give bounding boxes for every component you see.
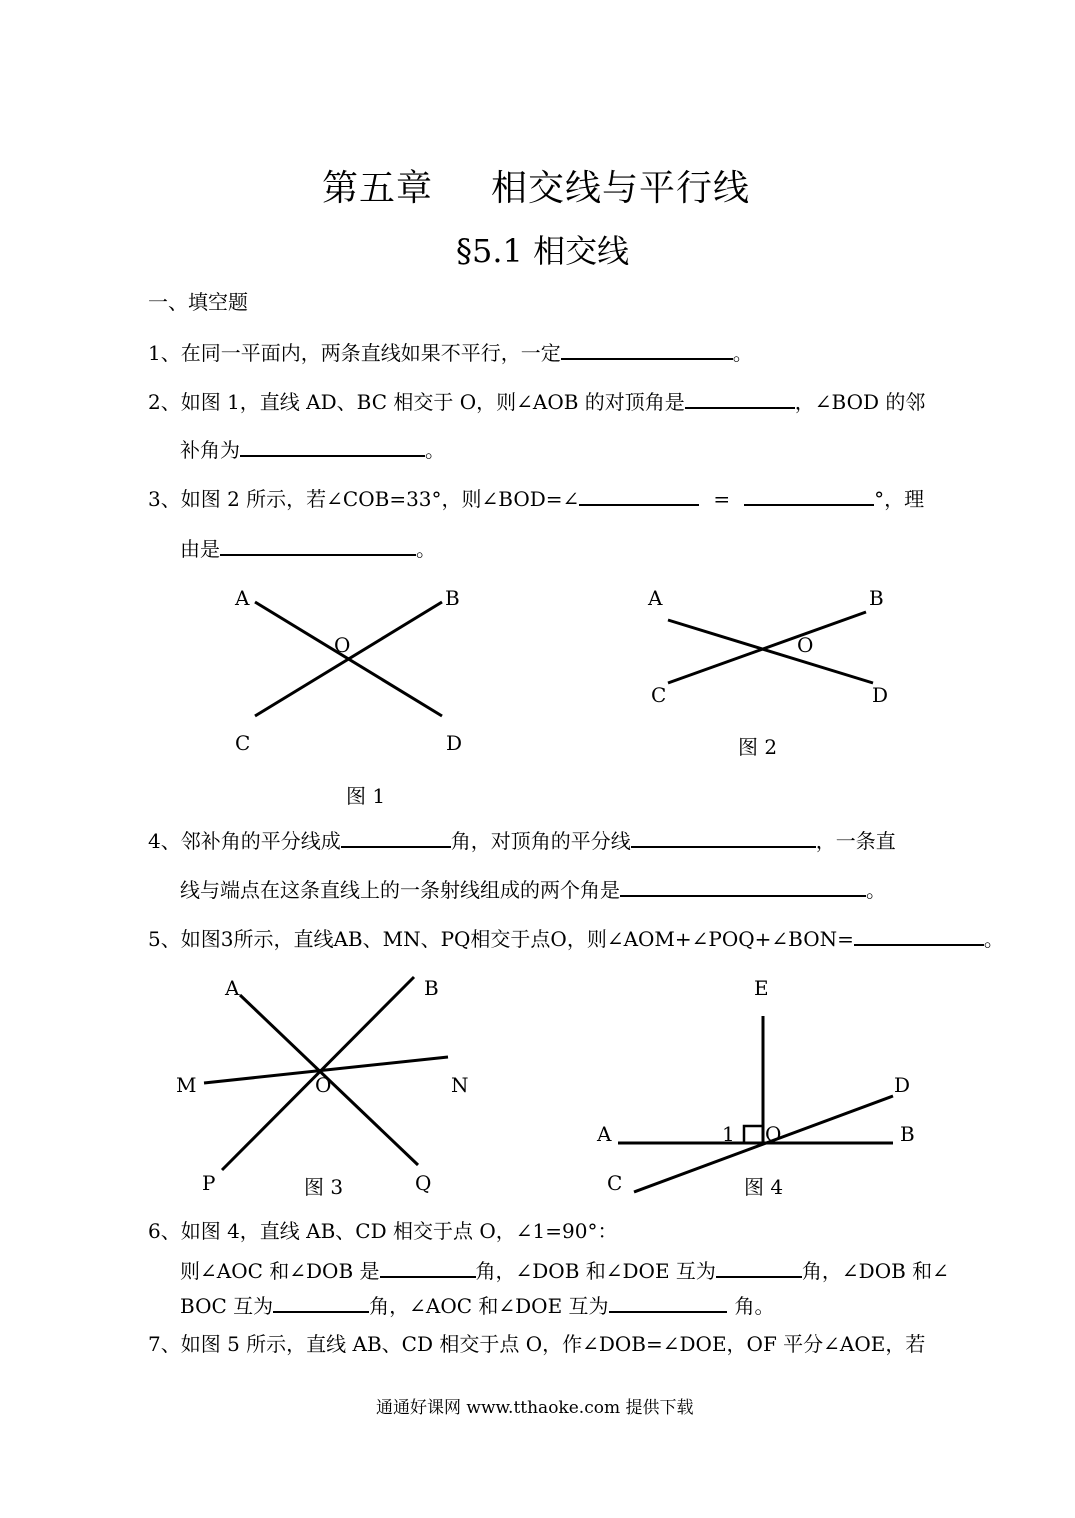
chapter-title: 第五章 相交线与平行线	[322, 168, 751, 209]
fig1-label-d: D	[446, 731, 463, 755]
fig3-label-p: P	[202, 1171, 216, 1195]
question-1: 1、在同一平面内，两条直线如果不平行，一定 。	[148, 341, 753, 365]
fig4-label-e: E	[754, 976, 769, 1000]
fig3-label-o: O	[315, 1073, 332, 1097]
fig1-caption: 图 1	[346, 784, 386, 808]
question-3: 3、如图 2 所示，若∠COB=33°，则∠BOD=∠ = °，理	[148, 487, 925, 511]
footer-text: 通通好课网 www.tthaoke.com 提供下载	[376, 1398, 694, 1418]
question-2-cont: 补角为 。	[180, 438, 445, 462]
fig3-label-a: A	[225, 976, 240, 1000]
question-4-cont: 线与端点在这条直线上的一条射线组成的两个角是 。	[180, 878, 886, 902]
fig1-label-o: O	[334, 633, 351, 657]
question-3-cont: 由是 。	[180, 537, 436, 561]
figure-4-lines	[618, 1016, 893, 1192]
answer-blank[interactable]	[854, 926, 984, 946]
fig1-label-b: B	[445, 586, 460, 610]
fig3-label-n: N	[451, 1073, 469, 1097]
answer-blank[interactable]	[273, 1293, 369, 1313]
question-2: 2、如图 1，直线 AD、BC 相交于 O，则∠AOB 的对顶角是 ，∠BOD 的邻	[148, 390, 926, 414]
section-title: §5.1 相交线	[456, 232, 630, 270]
fig4-label-d: D	[894, 1073, 911, 1097]
answer-blank[interactable]	[620, 877, 866, 897]
section-heading: 一、填空题	[148, 290, 248, 314]
answer-blank[interactable]	[380, 1258, 476, 1278]
fig1-label-c: C	[235, 731, 251, 755]
answer-blank[interactable]	[716, 1258, 802, 1278]
question-4: 4、邻补角的平分线成 角，对顶角的平分线 ，一条直	[148, 829, 896, 853]
chapter-name: 相交线与平行线	[491, 168, 751, 209]
question-6-line3: BOC 互为 角，∠AOC 和∠DOE 互为 角。	[180, 1294, 775, 1318]
answer-blank[interactable]	[631, 828, 816, 848]
fig2-label-d: D	[872, 683, 889, 707]
fig2-label-b: B	[869, 586, 884, 610]
figure-2-lines	[668, 612, 873, 683]
fig3-label-m: M	[176, 1073, 197, 1097]
fig4-label-c: C	[607, 1171, 623, 1195]
fig3-label-b: B	[424, 976, 439, 1000]
fig3-caption: 图 3	[304, 1175, 344, 1199]
fig2-label-a: A	[648, 586, 663, 610]
right-angle-mark	[744, 1126, 763, 1143]
fig4-label-b: B	[900, 1122, 915, 1146]
fig2-label-c: C	[651, 683, 667, 707]
question-5: 5、如图3所示，直线AB、MN、PQ相交于点O，则∠AOM+∠POQ+∠BON= 。	[148, 927, 1004, 951]
fig3-label-q: Q	[415, 1171, 432, 1195]
question-7: 7、如图 5 所示，直线 AB、CD 相交于点 O，作∠DOB=∠DOE，OF 平分∠AOE，若	[148, 1332, 926, 1356]
fig4-label-1: 1	[722, 1122, 735, 1146]
answer-blank[interactable]	[341, 828, 451, 848]
fig2-label-o: O	[797, 633, 814, 657]
fig4-label-o: O	[765, 1122, 782, 1146]
question-6: 6、如图 4，直线 AB、CD 相交于点 O，∠1=90°：	[148, 1219, 618, 1243]
fig4-caption: 图 4	[744, 1175, 784, 1199]
question-6-line2: 则∠AOC 和∠DOB 是 角，∠DOB 和∠DOE 互为 角，∠DOB 和∠	[180, 1259, 949, 1283]
fig4-label-a: A	[597, 1122, 612, 1146]
figure-1-lines	[255, 602, 442, 716]
fig1-label-a: A	[235, 586, 250, 610]
answer-blank[interactable]	[609, 1293, 727, 1313]
fig2-caption: 图 2	[738, 735, 778, 759]
